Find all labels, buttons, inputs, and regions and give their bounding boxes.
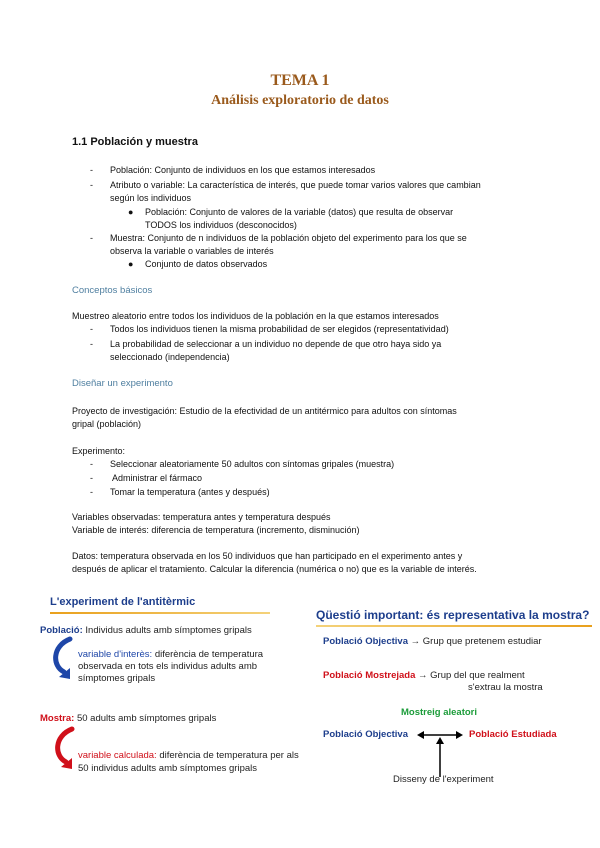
mostrejada-line [323,670,525,682]
list-item: según los individuos [110,193,192,203]
mostra-line [40,713,216,725]
calc-line: 50 individus adults amb símptomes gripals [78,763,258,774]
list-item: observa la variable o variables de interés [110,246,274,256]
list-item: TODOS los individuos (desconocidos) [145,220,297,230]
step-item: Seleccionar aleatoriamente 50 adultos con síntomas gripales (muestra) [110,459,395,469]
variable-interes: Variable de interés: diferencia de temperatura (incremento, disminución) [72,525,360,535]
var-text: diferència de temperatura [154,649,264,660]
dash-marker: - [90,165,93,175]
proyecto-line: Proyecto de investigación: Estudio de la efectividad de un antitérmico para adultos con síntomas [72,406,457,416]
bullet-marker: ● [128,207,134,217]
mostrejada-text: Grup del que realment [430,670,525,681]
doc-subtitle: Análisis exploratorio de datos [211,93,389,108]
var-line [78,649,263,661]
calc-label: variable calculada: [78,750,157,761]
curved-arrow-red-icon [52,726,76,770]
experimento-label: Experimento: [72,446,126,456]
title-underline [50,612,270,614]
var-label: variable d'interès: [78,649,153,660]
figure-left-title: L'experiment de l'antitèrmic [50,596,196,608]
disenar-heading: Diseñar un experimento [72,378,173,389]
calc-text: diferència de temperatura per als [159,750,299,761]
section-heading: 1.1 Población y muestra [72,136,198,148]
mostrejada-label: Població Mostrejada [323,670,416,681]
list-item: La probabilidad de seleccionar a un individuo no depende de que otro haya sido ya [110,339,442,349]
estudiada-label: Població Estudiada [469,729,557,740]
bullet-marker: ● [128,259,134,269]
title-underline [316,625,592,627]
var-line: observada en tots els individus adults amb [78,661,258,672]
calc-line [78,750,299,762]
step-item: Administrar el fármaco [112,473,203,483]
dash-marker: - [90,459,93,469]
dash-marker: - [90,339,93,349]
curved-arrow-blue-icon [50,636,74,680]
poblacio-text: Individus adults amb símptomes gripals [85,625,252,636]
objectiva-label-2: Població Objectiva [323,729,408,740]
dash-marker: - [90,324,93,334]
figure-right-title: Qüestió important: és representativa la mostra? [316,608,590,622]
dash-marker: - [90,487,93,497]
list-item: seleccionado (independencia) [110,352,230,362]
objectiva-text: Grup que pretenem estudiar [422,636,542,647]
list-item: Población: Conjunto de individuos en los que estamos interesados [110,165,376,175]
dash-marker: - [90,233,93,243]
step-item: Tomar la temperatura (antes y después) [110,487,270,497]
disseny-label: Disseny de l'experiment [393,774,494,785]
conceptos-heading: Conceptos básicos [72,285,153,296]
datos-line: después de aplicar el tratamiento. Calcular la diferencia (numérica o no) que es la variable de interés. [72,564,477,574]
variables-observadas: Variables observadas: temperatura antes y temperatura después [72,512,331,522]
objectiva-label: Població Objectiva [323,636,408,647]
mostra-label: Mostra: [40,713,75,724]
list-item: Población: Conjunto de valores de la variable (datos) que resulta de observar [145,207,454,217]
diagram-arrows-icon [415,725,465,781]
list-item: Conjunto de datos observados [145,259,268,269]
objectiva-line [323,636,542,648]
doc-title: TEMA 1 [270,72,330,89]
arrow-right-icon: → [418,670,428,681]
dash-marker: - [90,473,93,483]
dash-marker: - [90,180,93,190]
proyecto-line: gripal (población) [72,419,142,429]
list-item: Atributo o variable: La característica de interés, que puede tomar varios valores que cambian [110,180,481,190]
var-line: símptomes gripals [78,673,156,684]
list-item: Muestra: Conjunto de n individuos de la población objeto del experimento para los que se [110,233,467,243]
arrow-right-icon: → [410,636,421,647]
datos-line: Datos: temperatura observada en los 50 individuos que han participado en el experimento antes y [72,551,463,561]
list-item: Todos los individuos tienen la misma probabilidad de ser elegidos (representatividad) [110,324,449,334]
conceptos-intro: Muestreo aleatorio entre todos los individuos de la población en la que estamos interesados [72,311,439,321]
mostra-text: 50 adults amb símptomes gripals [76,713,217,724]
poblacio-label: Població: [40,625,83,636]
mostrejada-line: s'extrau la mostra [468,682,543,693]
mostreig-label: Mostreig aleatori [401,707,478,718]
